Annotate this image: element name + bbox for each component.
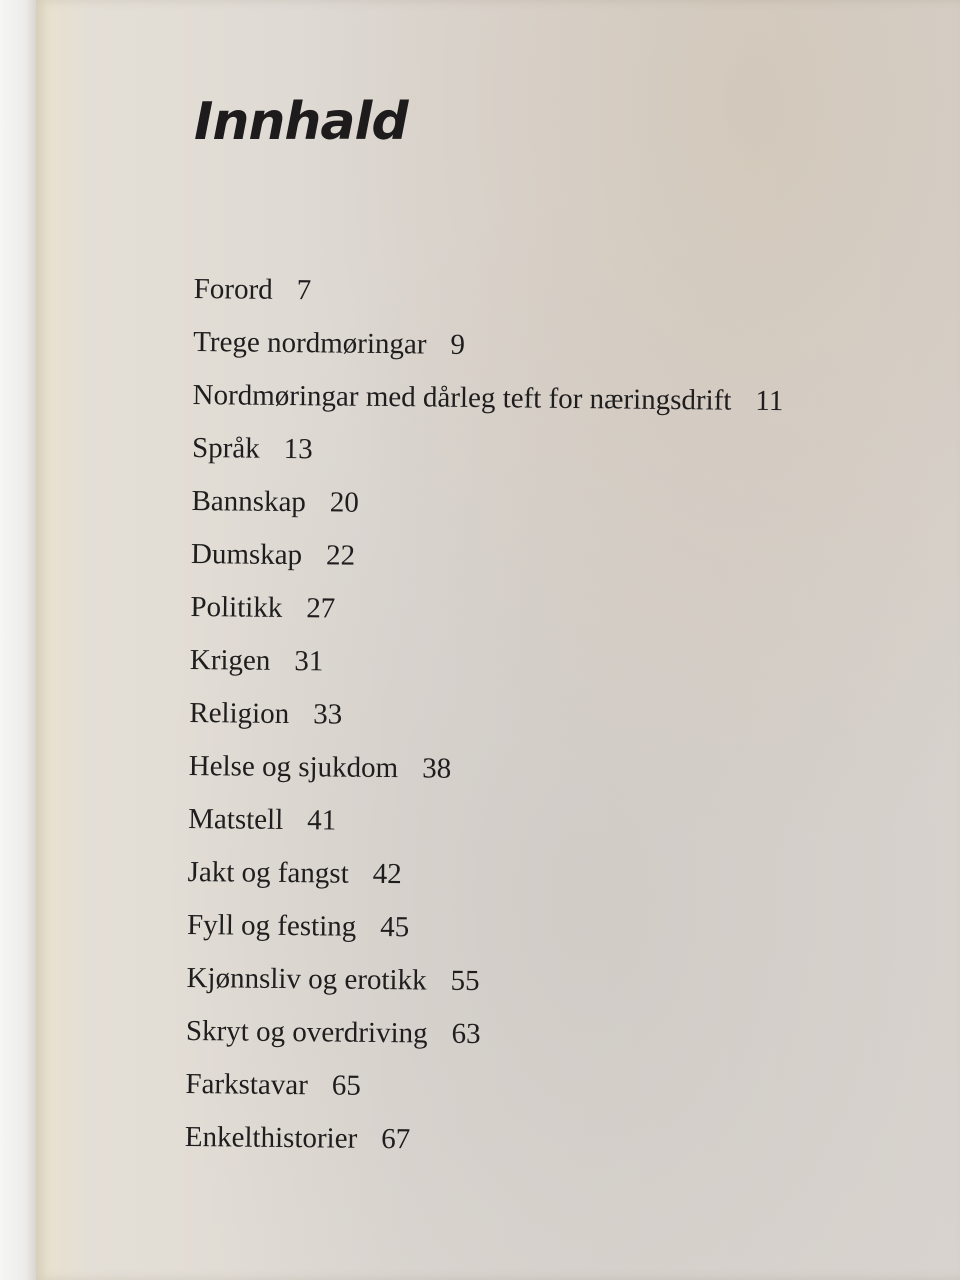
toc-entry-title: Nordmøringar med dårleg teft for næringsdrift: [192, 378, 732, 417]
toc-entry: [193, 319, 784, 378]
page-title: Innhald: [194, 92, 408, 152]
toc-entry: [190, 584, 781, 643]
toc-entry-title: Dumskap: [190, 537, 303, 572]
toc-entry-page: 7: [296, 274, 312, 307]
toc-entry-page: 42: [372, 857, 402, 891]
toc-entry: [191, 478, 782, 537]
toc-entry: [187, 849, 778, 908]
toc-entry: [186, 1008, 777, 1067]
toc-entry-title: Språk: [191, 431, 260, 465]
toc-entry-page: 33: [313, 698, 343, 731]
page-edge: [0, 0, 36, 1280]
toc-entry-title: Enkelthistorier: [184, 1120, 358, 1155]
toc-entry-page: 38: [422, 752, 452, 785]
toc-entry-page: 63: [451, 1017, 481, 1051]
toc-entry-page: 67: [381, 1123, 411, 1156]
toc-entry-title: Kjønnsliv og erotikk: [186, 961, 427, 997]
toc-entry-title: Skryt og overdriving: [185, 1014, 428, 1050]
toc-entry-title: Religion: [189, 696, 290, 731]
toc-entry: [185, 1061, 776, 1120]
toc-entry-title: Matstell: [188, 802, 284, 836]
toc-entry-title: Krigen: [189, 643, 271, 677]
toc-entry-page: 11: [755, 384, 784, 418]
toc-entry-page: 13: [283, 432, 313, 466]
book-page: [36, 0, 960, 1280]
table-of-contents: [185, 266, 785, 1173]
toc-entry-page: 41: [307, 804, 337, 837]
toc-entry-title: Fyll og festing: [186, 908, 357, 943]
toc-entry-title: Politikk: [190, 590, 283, 624]
toc-entry: [186, 955, 777, 1014]
toc-entry-page: 20: [329, 486, 360, 519]
toc-entry: [189, 690, 780, 749]
toc-entry-title: Farkstavar: [185, 1067, 309, 1102]
toc-entry-title: Forord: [193, 272, 273, 306]
toc-entry: [188, 796, 779, 855]
toc-entry-title: Bannskap: [191, 484, 307, 519]
toc-entry-page: 55: [450, 964, 480, 998]
toc-entry-page: 31: [294, 645, 324, 678]
toc-entry-title: Jakt og fangst: [187, 855, 349, 890]
toc-entry-page: 45: [380, 910, 410, 944]
toc-entry: [190, 637, 781, 696]
toc-entry-title: Trege nordmøringar: [193, 325, 427, 361]
toc-entry-page: 22: [325, 539, 356, 572]
toc-entry: [192, 425, 783, 484]
toc-entry: [192, 372, 783, 431]
toc-entry: [187, 902, 778, 961]
toc-entry-page: 27: [306, 592, 336, 625]
toc-entry: [185, 1114, 776, 1173]
toc-entry: [191, 531, 782, 590]
toc-entry-page: 65: [331, 1069, 361, 1102]
toc-entry-page: 9: [450, 328, 466, 361]
toc-entry: [193, 266, 784, 325]
toc-entry-title: Helse og sjukdom: [188, 749, 399, 785]
toc-entry: [188, 743, 779, 802]
